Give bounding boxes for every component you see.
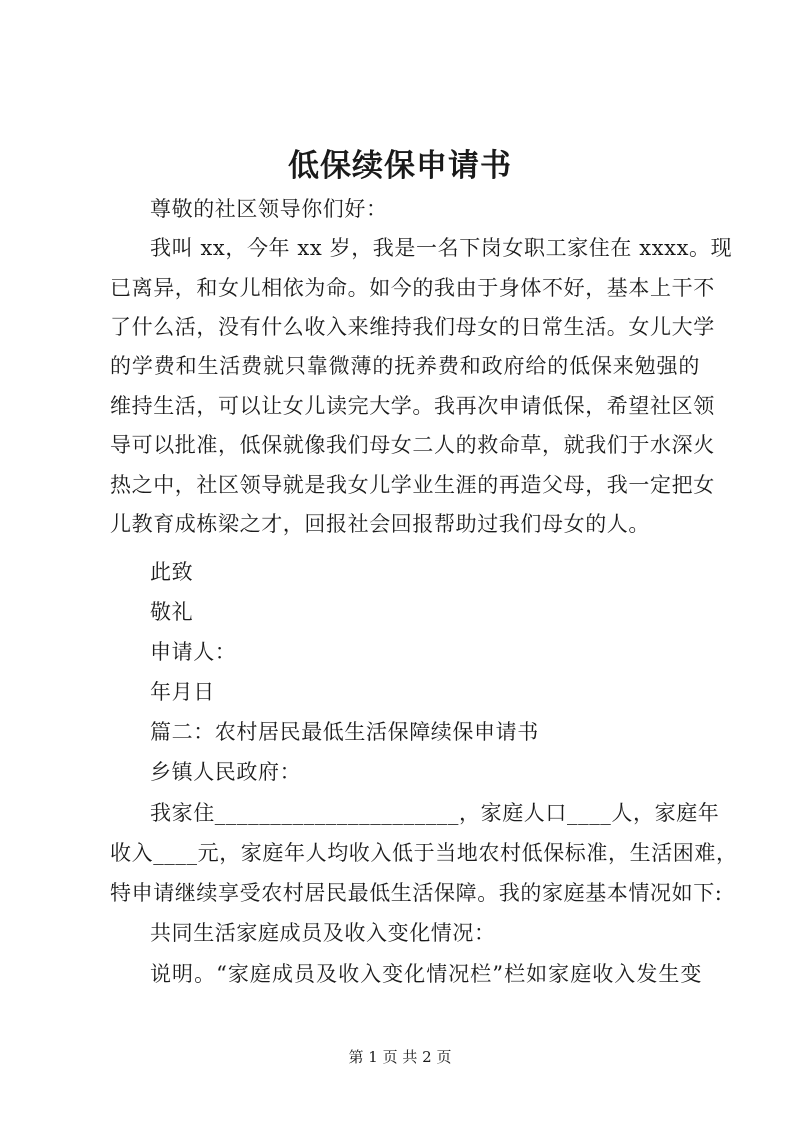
addressee-line: 乡镇人民政府： bbox=[150, 760, 302, 784]
page-footer: 第 1 页 共 2 页 bbox=[348, 1048, 452, 1066]
body-line: 特申请继续享受农村居民最低生活保障。我的家庭基本情况如下: bbox=[110, 881, 723, 905]
body-line: 维持生活，可以让女儿读完大学。我再次申请低保，希望社区领 bbox=[110, 394, 715, 418]
body-line: 了什么活，没有什么收入来维持我们母女的日常生活。女儿大学 bbox=[110, 315, 715, 339]
body-line: 共同生活家庭成员及收入变化情况： bbox=[150, 921, 496, 945]
closing-line: 此致 bbox=[150, 560, 194, 584]
body-line: 儿教育成栋梁之才，回报社会回报帮助过我们母女的人。 bbox=[110, 512, 650, 536]
body-line: 我家住______________________，家庭人口____人，家庭年 bbox=[150, 801, 720, 825]
body-line: 收入____元，家庭年人均收入低于当地农村低保标准，生活困难， bbox=[110, 841, 738, 865]
body-line: 我叫 xx，今年 xx 岁，我是一名下岗女职工家住在 xxxx。现 bbox=[150, 236, 733, 260]
body-line: 的学费和生活费就只靠微薄的抚养费和政府给的低保来勉强的 bbox=[110, 354, 700, 378]
body-line: 导可以批准，低保就像我们母女二人的救命草，就我们于水深火 bbox=[110, 433, 715, 457]
body-line: 热之中，社区领导就是我女儿学业生涯的再造父母，我一定把女 bbox=[110, 473, 715, 497]
document-title: 低保续保申请书 bbox=[288, 148, 512, 184]
closing-line: 敬礼 bbox=[150, 600, 194, 624]
body-line: 已离异，和女儿相依为命。如今的我由于身体不好，基本上干不 bbox=[110, 276, 715, 300]
section-heading: 篇二：农村居民最低生活保障续保申请书 bbox=[150, 720, 539, 744]
body-line: 说明。“家庭成员及收入变化情况栏”栏如家庭收入发生变 bbox=[150, 962, 702, 986]
salutation: 尊敬的社区领导你们好： bbox=[150, 197, 388, 221]
applicant-line: 申请人： bbox=[150, 640, 237, 664]
date-line: 年月日 bbox=[150, 680, 215, 704]
